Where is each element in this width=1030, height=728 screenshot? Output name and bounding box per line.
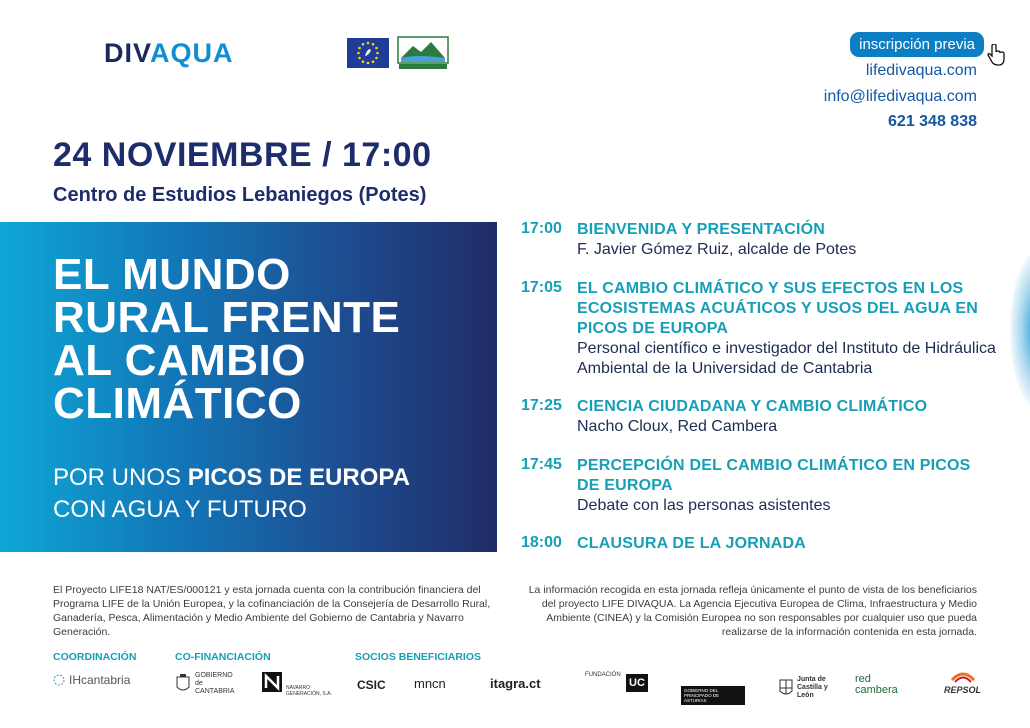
event-venue: Centro de Estudios Lebaniegos (Potes) [53,184,427,206]
natura2000-logo [397,36,449,70]
agenda-desc: F. Javier Gómez Ruiz, alcalde de Potes [577,241,857,258]
divaqua-logo: DIVAQUA [104,38,234,68]
agenda-desc: Personal científico e investigador del Instituto de Hidráulica Ambiental de la Universidad de Cantabria [577,340,996,377]
agenda-title: PERCEPCIÓN DEL CAMBIO CLIMÁTICO EN PICOS DE EUROPA [577,457,971,494]
principado-asturias-logo: GOBIERNO DEL PRINCIPADO DE ASTURIAS [681,686,745,705]
navarro-generacion-logo: NAVARRO GENERACIÓN, S.A. [262,672,346,692]
email-link[interactable]: info@lifedivaqua.com [823,88,977,105]
red-cambera-logo: red cambera [855,673,898,696]
agenda-title: BIENVENIDA Y PRESENTACIÓN [577,221,826,238]
agenda-desc: Debate con las personas asistentes [577,497,831,514]
shield-icon [779,679,793,697]
inscription-button[interactable]: inscripción previa [850,32,984,57]
ihcantabria-icon [53,672,65,688]
liability-disclaimer: La información recogida en esta jornada refleja únicamente el punto de vista de los beneficiarios del proyecto LIFE DIVAQUA. La Agencia Ejecutiva Europea de Clima, Infraestructura y Medio Ambiente (CINEA) y la Comisión Europea no son responsables por cualquier uso que pueda realizarse de la información contenida en esta jornada. [528,584,977,638]
uc-logo: UC [626,674,648,692]
gobierno-cantabria-logo: GOBIERNO de CANTABRIA [175,672,240,696]
website-link[interactable]: lifedivaqua.com [865,62,977,79]
agenda-time: 17:25 [521,397,562,414]
cofinancing-label: CO-FINANCIACIÓN [175,651,271,663]
agenda-title: CIENCIA CIUDADANA Y CAMBIO CLIMÁTICO [577,398,928,415]
agenda-title: EL CAMBIO CLIMÁTICO Y SUS EFECTOS EN LOS ECOSISTEMAS ACUÁTICOS Y USOS DEL AGUA EN PICOS DE EUROPA [577,280,978,337]
navarro-icon [262,672,282,692]
event-subtitle: POR UNOS PICOS DE EUROPA CON AGUA Y FUTURO [53,464,410,523]
partners-label: SOCIOS BENEFICIARIOS [355,651,482,663]
itagra-logo: itagra.ct [490,676,541,691]
fundacion-logo: FUNDACIÓN [585,672,621,678]
repsol-logo: REPSOL [944,670,981,695]
ihcantabria-logo: IHcantabria [53,672,130,688]
eu-life-logo [347,38,389,68]
phone-number: 621 348 838 [888,113,977,130]
event-date: 24 NOVIEMBRE / 17:00 [53,136,432,174]
mncn-logo: mncn [414,676,446,691]
event-title: EL MUNDO RURAL FRENTE AL CAMBIO CLIMÁTICO [53,250,401,428]
repsol-icon [950,670,976,684]
funding-disclaimer: El Proyecto LIFE18 NAT/ES/000121 y esta jornada cuenta con la contribución financiera del Programa LIFE de la Unión Europea, y la cofinanciación de la Consejería de Desarrollo Rural, Ganadería, Pesca, Alimentación y Medio Ambiente del Gobierno de Cantabria y Navarro Generación. [53,584,491,638]
decorative-glow [1010,250,1030,410]
pointer-hand-icon [986,44,1006,66]
coat-of-arms-icon [175,673,191,695]
agenda-desc: Nacho Cloux, Red Cambera [577,418,778,435]
agenda-time: 17:45 [521,456,562,473]
agenda-title: CLAUSURA DE LA JORNADA [577,535,806,552]
agenda-time: 17:00 [521,220,562,237]
coordination-label: COORDINACIÓN [53,651,137,663]
agenda-time: 18:00 [521,534,562,551]
agenda-time: 17:05 [521,279,562,296]
junta-castilla-leon-logo: Junta de Castilla y León [779,676,843,700]
csic-logo: CSIC [357,678,386,692]
